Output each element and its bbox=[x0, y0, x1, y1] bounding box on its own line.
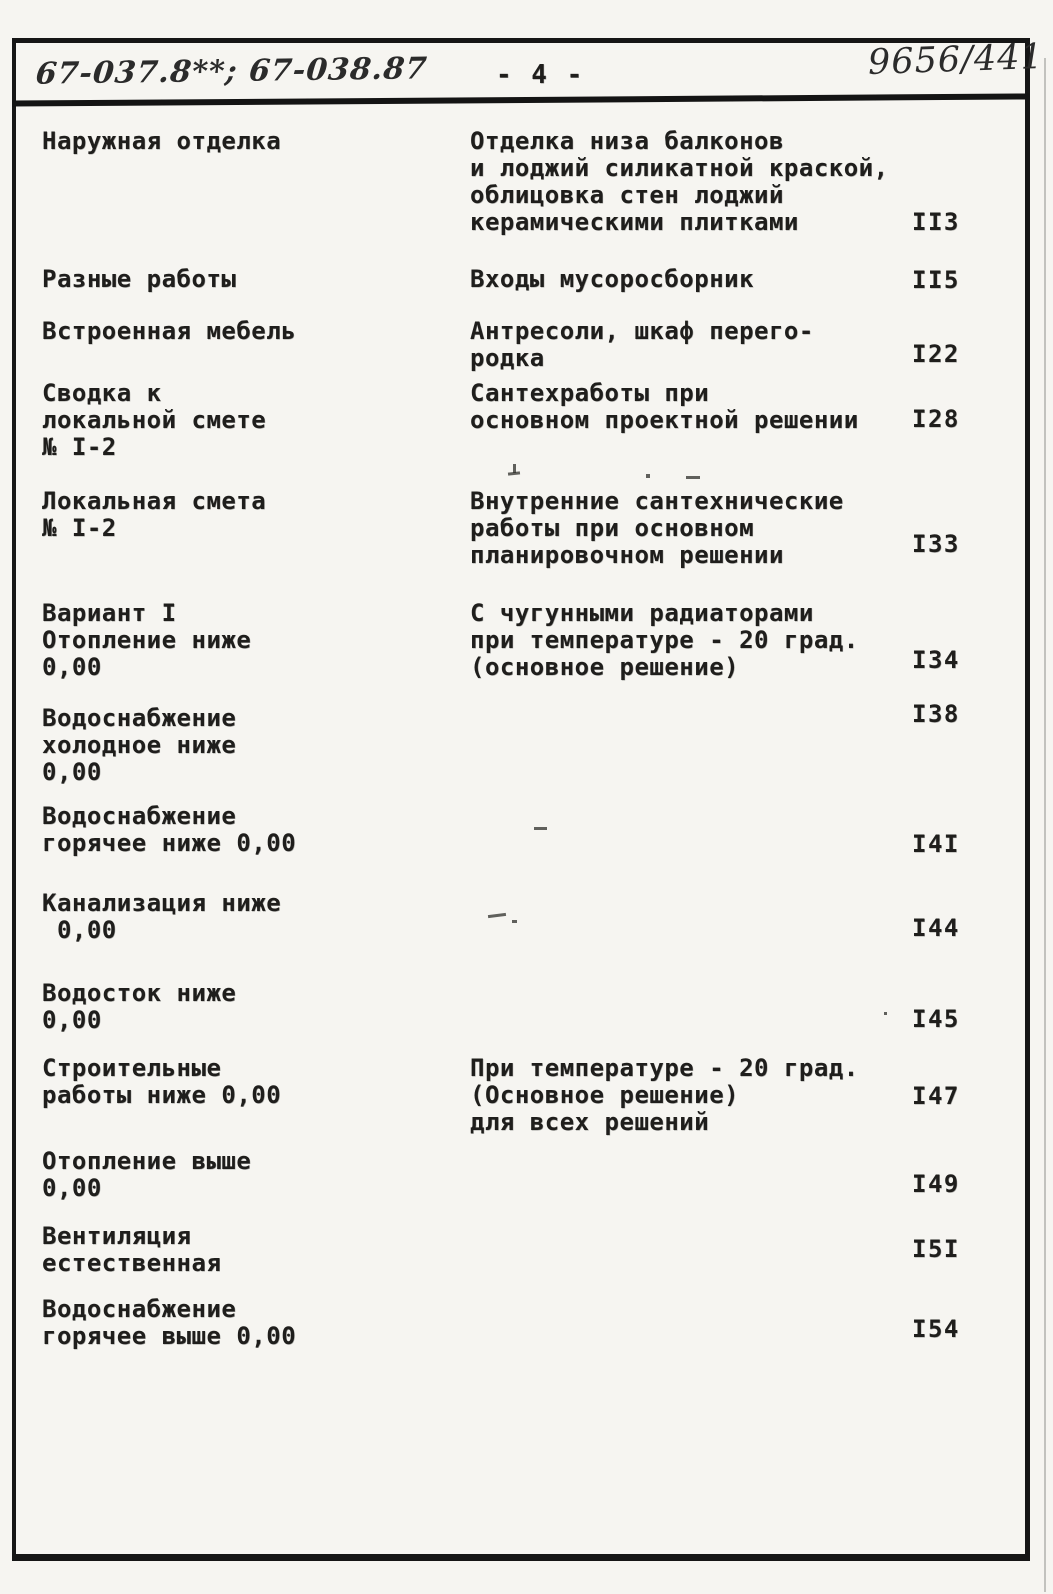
row-page-number: I4I bbox=[912, 830, 960, 858]
scan-artifact bbox=[686, 476, 700, 479]
description-line: При температуре - 20 град. bbox=[470, 1054, 859, 1082]
row-label bbox=[42, 1223, 452, 1277]
label-line: Водосток ниже bbox=[42, 979, 237, 1007]
row-label bbox=[42, 128, 452, 155]
row-page-number: I54 bbox=[912, 1315, 960, 1343]
description-line: (Основное решение) bbox=[470, 1081, 740, 1109]
row-description bbox=[470, 1055, 910, 1136]
label-line: Сводка к bbox=[42, 379, 162, 407]
scan-edge-line bbox=[1044, 58, 1046, 1592]
label-line: Водоснабжение bbox=[42, 704, 237, 732]
label-line: Наружная отделка bbox=[42, 127, 282, 155]
row-label bbox=[42, 705, 452, 786]
row-description bbox=[470, 600, 910, 681]
label-line: Разные работы bbox=[42, 265, 237, 293]
scan-artifact bbox=[512, 920, 517, 923]
label-line: Строительные bbox=[42, 1054, 222, 1082]
label-line: Отопление ниже bbox=[42, 626, 252, 654]
description-line: и лоджий силикатной краской, bbox=[470, 154, 889, 182]
row-label bbox=[42, 380, 452, 461]
row-label bbox=[42, 318, 452, 345]
scan-artifact bbox=[513, 464, 516, 473]
scan-artifact bbox=[884, 1012, 887, 1015]
row-page-number: I49 bbox=[912, 1170, 960, 1198]
row-description bbox=[470, 128, 910, 236]
description-line: для всех решений bbox=[470, 1108, 710, 1136]
label-line: № I-2 bbox=[42, 433, 117, 461]
archive-number: 9656/441 bbox=[867, 36, 1045, 84]
row-label bbox=[42, 1055, 452, 1109]
label-line: холодное ниже bbox=[42, 731, 237, 759]
header-rule bbox=[12, 93, 1030, 106]
description-line: Входы мусоросборник bbox=[470, 265, 755, 293]
label-line: Водоснабжение bbox=[42, 1295, 237, 1323]
row-description bbox=[470, 266, 910, 293]
description-line: Антресоли, шкаф перего- bbox=[470, 317, 814, 345]
description-line: планировочном решении bbox=[470, 541, 784, 569]
page-number-marker: - 4 - bbox=[496, 60, 585, 90]
label-line: 0,00 bbox=[42, 758, 102, 786]
row-page-number: I5I bbox=[912, 1235, 960, 1263]
description-line: керамическими плитками bbox=[470, 208, 799, 236]
description-line: Сантехработы при bbox=[470, 379, 710, 407]
label-line: Водоснабжение bbox=[42, 802, 237, 830]
label-line: естественная bbox=[42, 1249, 222, 1277]
description-line: Внутренние сантехнические bbox=[470, 487, 844, 515]
row-page-number: I45 bbox=[912, 1005, 960, 1033]
label-line: Встроенная мебель bbox=[42, 317, 297, 345]
description-line: родка bbox=[470, 344, 545, 372]
description-line: основном проектной решении bbox=[470, 406, 859, 434]
label-line: горячее выше 0,00 bbox=[42, 1322, 297, 1350]
row-label bbox=[42, 980, 452, 1034]
label-line: Отопление выше bbox=[42, 1147, 252, 1175]
label-line: работы ниже 0,00 bbox=[42, 1081, 282, 1109]
row-label bbox=[42, 488, 452, 542]
scan-artifact bbox=[488, 913, 506, 918]
description-line: при температуре - 20 град. bbox=[470, 626, 859, 654]
row-page-number: II3 bbox=[912, 208, 960, 236]
row-label bbox=[42, 1148, 452, 1202]
row-label bbox=[42, 890, 452, 944]
label-line: локальной смете bbox=[42, 406, 267, 434]
label-line: Локальная смета bbox=[42, 487, 267, 515]
row-page-number: I47 bbox=[912, 1082, 960, 1110]
description-line: работы при основном bbox=[470, 514, 755, 542]
label-line: № I-2 bbox=[42, 514, 117, 542]
label-line: Вентиляция bbox=[42, 1222, 192, 1250]
scan-artifact bbox=[534, 827, 547, 830]
row-label bbox=[42, 600, 452, 681]
label-line: 0,00 bbox=[42, 1006, 102, 1034]
row-page-number: I28 bbox=[912, 405, 960, 433]
scan-artifact bbox=[646, 474, 650, 478]
row-label bbox=[42, 803, 452, 857]
row-page-number: I22 bbox=[912, 340, 960, 368]
label-line: Вариант I bbox=[42, 599, 177, 627]
description-line: (основное решение) bbox=[470, 653, 740, 681]
label-line: 0,00 bbox=[42, 1174, 102, 1202]
label-line: 0,00 bbox=[42, 653, 102, 681]
label-line: 0,00 bbox=[42, 916, 117, 944]
description-line: Отделка низа балконов bbox=[470, 127, 784, 155]
label-line: Канализация ниже bbox=[42, 889, 282, 917]
doc-number: 67-037.8**; 67-038.87 bbox=[34, 51, 429, 92]
row-description bbox=[470, 488, 910, 569]
row-label bbox=[42, 1296, 452, 1350]
row-page-number: I34 bbox=[912, 646, 960, 674]
row-description bbox=[470, 318, 910, 372]
row-page-number: II5 bbox=[912, 266, 960, 294]
row-label bbox=[42, 266, 452, 293]
label-line: горячее ниже 0,00 bbox=[42, 829, 297, 857]
row-page-number: I33 bbox=[912, 530, 960, 558]
description-line: облицовка стен лоджий bbox=[470, 181, 784, 209]
row-page-number: I38 bbox=[912, 700, 960, 728]
row-page-number: I44 bbox=[912, 914, 960, 942]
row-description bbox=[470, 380, 910, 434]
description-line: С чугунными радиаторами bbox=[470, 599, 814, 627]
